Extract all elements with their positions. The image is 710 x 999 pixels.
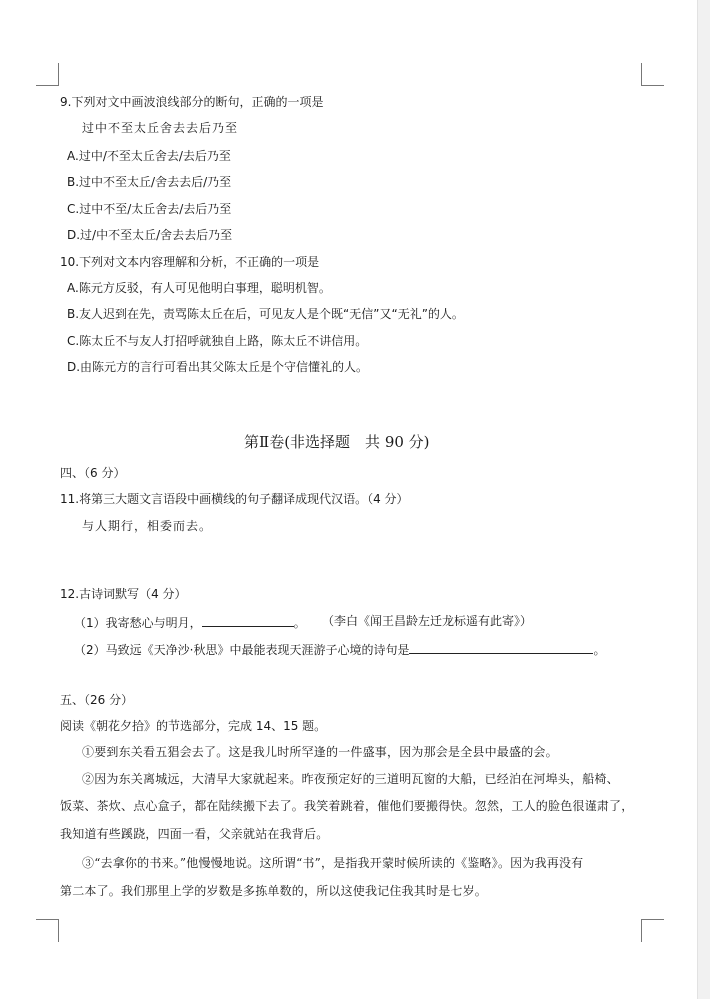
- q11-stem: 11.将第三大题文言语段中画横线的句子翻译成现代汉语。（4 分）: [60, 492, 409, 506]
- section5-title: 五、（26 分）: [60, 693, 134, 707]
- q12-item1-prefix: （1）我寄愁心与明月，: [74, 616, 202, 630]
- q12-item2-prefix: （2）马致远《天净沙·秋思》中最能表现天涯游子心境的诗句是: [74, 643, 410, 657]
- passage-paragraph-1: ①要到东关看五猖会去了。这是我儿时所罕逢的一件盛事，因为那会是全县中最盛的会。: [82, 745, 558, 759]
- q9-quoted-text: 过中不至太丘舍去去后乃至: [82, 121, 239, 135]
- q12-stem: 12.古诗词默写（4 分）: [60, 587, 187, 601]
- q12-item1-source: （李白《闻王昌龄左迁龙标遥有此寄》）: [322, 614, 533, 628]
- passage-paragraph-3-line-2: 第二本了。我们那里上学的岁数是多拣单数的，所以这使我记住我其时是七岁。: [60, 884, 488, 898]
- section4-title: 四、（6 分）: [60, 466, 126, 480]
- q10-stem: 10.下列对文本内容理解和分析，不正确的一项是: [60, 255, 320, 269]
- page-corner-mark-top-left: [36, 63, 59, 86]
- q9-stem: 9.下列对文中画波浪线部分的断句，正确的一项是: [60, 95, 324, 109]
- q10-option-a: A.陈元方反驳，有人可见他明白事理，聪明机智。: [67, 281, 331, 295]
- q12-item2-answer-blank[interactable]: [409, 640, 593, 654]
- q9-option-a: A.过中/不至太丘舍去/去后乃至: [67, 149, 231, 163]
- passage-paragraph-2-line-3: 我知道有些蹊跷，四面一看，父亲就站在我背后。: [60, 827, 329, 841]
- page-corner-mark-bottom-right: [641, 919, 664, 942]
- right-scrollbar[interactable]: [697, 0, 710, 999]
- q10-option-c: C.陈太丘不与友人打招呼就独自上路，陈太丘不讲信用。: [67, 334, 368, 348]
- page-corner-mark-top-right: [641, 63, 664, 86]
- q12-item2-suffix: 。: [593, 643, 606, 657]
- q9-option-d: D.过/中不至太丘/舍去去后乃至: [67, 228, 233, 242]
- q9-option-c: C.过中不至/太丘舍去/去后乃至: [67, 202, 232, 216]
- passage-paragraph-3-line-1: ③“去拿你的书来。”他慢慢地说。这所谓“书”，是指我开蒙时候所读的《鉴略》。因为我再没有: [82, 856, 584, 870]
- q11-sentence: 与人期行，相委而去。: [82, 519, 213, 533]
- part2-title: 第Ⅱ卷(非选择题 共 90 分): [244, 433, 430, 451]
- q12-item2: [74, 640, 605, 658]
- page-corner-mark-bottom-left: [36, 919, 59, 942]
- q10-option-d: D.由陈元方的言行可看出其父陈太丘是个守信懂礼的人。: [67, 360, 369, 374]
- q12-item1: [74, 613, 306, 631]
- q10-option-b: B.友人迟到在先，责骂陈太丘在后，可见友人是个既“无信”又“无礼”的人。: [67, 307, 464, 321]
- passage-paragraph-2-line-1: ②因为东关离城远，大清早大家就起来。昨夜预定好的三道明瓦窗的大船，已经泊在河埠头，船椅、: [82, 772, 619, 786]
- passage-paragraph-2-line-2: 饭菜、茶炊、点心盒子，都在陆续搬下去了。我笑着跳着，催他们要搬得快。忽然，工人的脸色很谨肃了，: [60, 799, 634, 813]
- q12-item1-suffix: 。: [293, 616, 306, 630]
- q9-option-b: B.过中不至太丘/舍去去后/乃至: [67, 175, 232, 189]
- q12-item1-answer-blank[interactable]: [202, 613, 294, 627]
- section5-intro: 阅读《朝花夕拾》的节选部分，完成 14、15 题。: [60, 719, 327, 733]
